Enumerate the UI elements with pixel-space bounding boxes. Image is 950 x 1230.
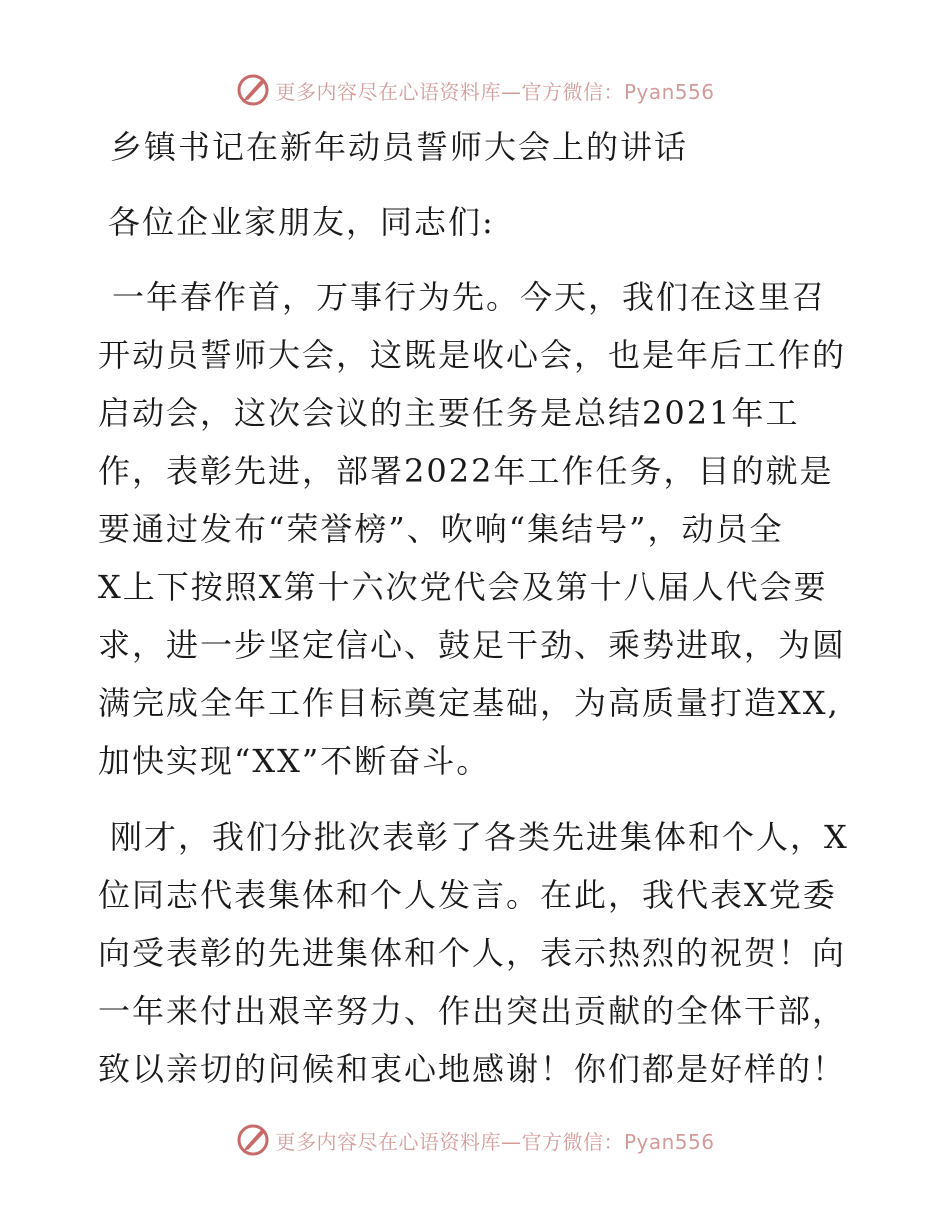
paragraph-line: 加快实现“XX”不断奋斗。 — [98, 742, 491, 780]
paragraph-line: 致以亲切的问候和衷心地感谢！你们都是好样的！ — [98, 1050, 847, 1088]
paragraph-line: 一年来付出艰辛努力、作出突出贡献的全体干部， — [98, 992, 847, 1030]
paragraph-line: 位同志代表集体和个人发言。在此，我代表X党委 — [98, 876, 837, 914]
paragraph-line: 作，表彰先进，部署2022年工作任务，目的就是 — [98, 452, 834, 490]
watermark-footer — [0, 1120, 950, 1160]
paragraph-line: 满完成全年工作目标奠定基础，为高质量打造XX, — [98, 684, 840, 722]
paragraph-line: 启动会，这次会议的主要任务是总结2021年工 — [98, 394, 800, 432]
salutation: 各位企业家朋友，同志们: — [108, 203, 495, 241]
paragraph-line: 刚才，我们分批次表彰了各类先进集体和个人，X — [110, 818, 849, 856]
watermark-header — [0, 70, 950, 110]
quill-circle-icon — [235, 72, 271, 108]
document-title: 乡镇书记在新年动员誓师大会上的讲话 — [110, 128, 689, 166]
watermark-text: 更多内容尽在心语资料库—官方微信：Pyan556 — [275, 1129, 715, 1154]
paragraph-line: 开动员誓师大会，这既是收心会，也是年后工作的 — [98, 336, 847, 374]
paragraph-line: 一年春作首，万事行为先。今天，我们在这里召 — [112, 278, 827, 316]
paragraph-line: 求，进一步坚定信心、鼓足干劲、乘势进取，为圆 — [98, 626, 847, 664]
paragraph-line: X上下按照X第十六次党代会及第十八届人代会要 — [98, 568, 828, 606]
watermark-text: 更多内容尽在心语资料库—官方微信：Pyan556 — [275, 79, 715, 104]
quill-circle-icon — [235, 1122, 271, 1158]
paragraph-line: 要通过发布“荣誉榜”、吹响“集结号”，动员全 — [98, 510, 784, 548]
paragraph-line: 向受表彰的先进集体和个人，表示热烈的祝贺！向 — [98, 934, 847, 972]
